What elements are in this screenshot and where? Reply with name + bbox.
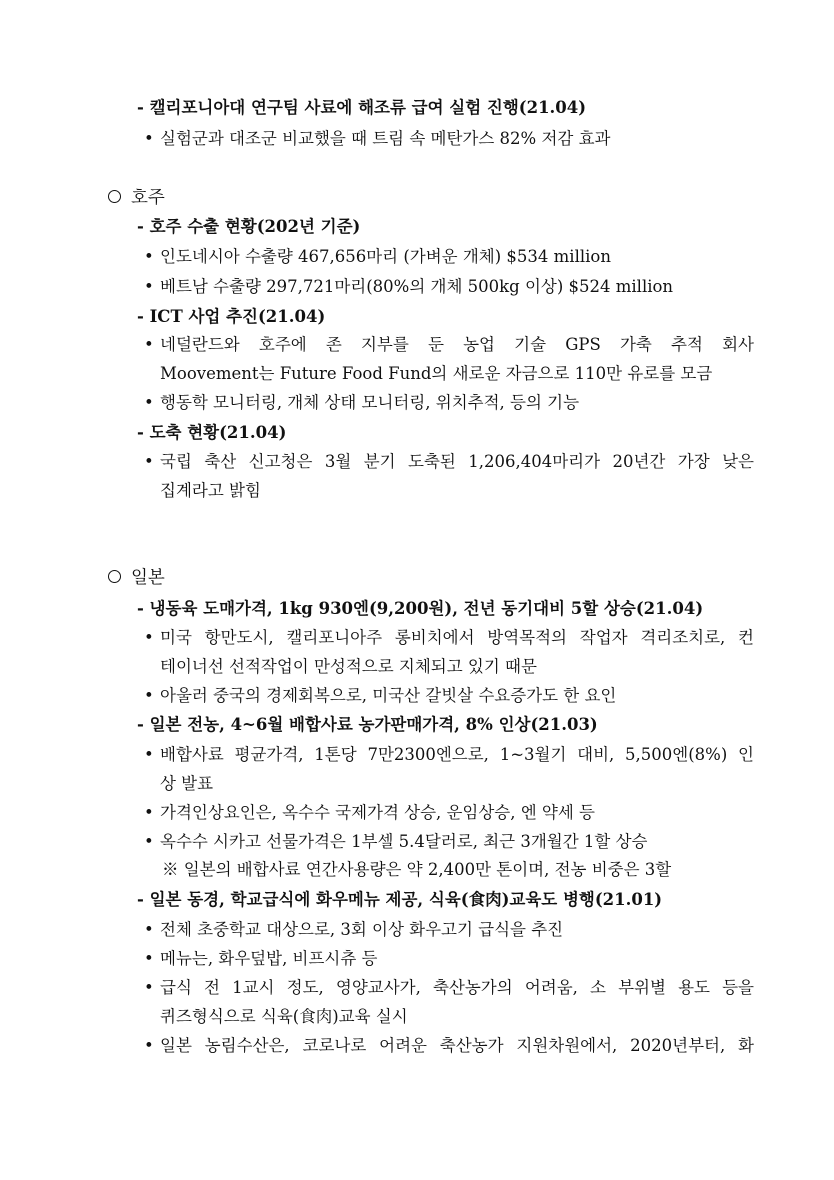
list-item-text: 퀴즈형식으로 식육(食肉)교육 실시 <box>160 1007 408 1026</box>
bullet-icon: • <box>144 832 154 851</box>
bullet-icon: • <box>144 277 154 296</box>
bullet-icon: • <box>144 978 154 997</box>
list-item-text: 급식 전 1교시 정도, 영양교사가, 축산농가의 어려움, 소 부위별 용도 등을 <box>160 978 754 997</box>
list-item <box>144 333 160 357</box>
list-item: • 옥수수 시카고 선물가격은 1부셀 5.4달러로, 최근 3개월간 1할 상승 <box>144 830 647 854</box>
bullet-icon: • <box>144 452 154 471</box>
list-item-text: 네덜란드와 호주에 존 지부를 둔 농업 기술 GPS 가축 추적 회사 <box>160 335 754 354</box>
list-item-text: 상 발표 <box>160 774 214 793</box>
list-item <box>144 626 160 650</box>
section-heading: - 호주 수출 현황(202년 기준) <box>137 217 361 236</box>
section-heading: - ICT 사업 추진(21.04) <box>137 307 326 326</box>
list-item-text: 배합사료 평균가격, 1톤당 7만2300엔으로, 1~3월기 대비, 5,500엔(8%) 인 <box>160 745 754 764</box>
circle-icon <box>108 190 121 203</box>
section-title-australia: 호주 <box>108 185 165 211</box>
circle-icon <box>108 570 121 583</box>
bullet-icon: • <box>144 335 154 354</box>
bullet-icon: • <box>144 686 154 705</box>
bullet-icon: • <box>144 803 154 822</box>
list-item <box>144 743 160 767</box>
list-item <box>144 1034 160 1058</box>
list-item-text: Moovement는 Future Food Fund의 새로운 자금으로 110만 유로를 모금 <box>160 364 713 383</box>
list-item-text: 집계라고 밝힘 <box>160 481 261 500</box>
section-heading: - 캘리포니아대 연구팀 사료에 해조류 급여 실험 진행(21.04) <box>137 98 587 117</box>
list-item-text: 국립 축산 신고청은 3월 분기 도축된 1,206,404마리가 20년간 가장 낮은 <box>160 452 754 471</box>
footnote: ※ 일본의 배합사료 연간사용량은 약 2,400만 톤이며, 전농 비중은 3할 <box>162 860 672 879</box>
list-item: • 메뉴는, 화우덮밥, 비프시츄 등 <box>144 947 378 971</box>
bullet-icon: • <box>144 628 154 647</box>
list-item: • 실험군과 대조군 비교했을 때 트림 속 메탄가스 82% 저감 효과 <box>144 127 610 151</box>
list-item-text: 미국 항만도시, 캘리포니아주 롱비치에서 방역목적의 작업자 격리조치로, 컨 <box>160 628 754 647</box>
bullet-icon: • <box>144 247 154 266</box>
list-item: • 가격인상요인은, 옥수수 국제가격 상승, 운임상승, 엔 약세 등 <box>144 801 595 825</box>
list-item: • 인도네시아 수출량 467,656마리 (가벼운 개체) $534 million <box>144 245 611 269</box>
bullet-icon: • <box>144 949 154 968</box>
list-item: • 행동학 모니터링, 개체 상태 모니터링, 위치추적, 등의 기능 <box>144 391 579 415</box>
list-item: • 전체 초중학교 대상으로, 3회 이상 화우고기 급식을 추진 <box>144 918 563 942</box>
bullet-icon: • <box>144 393 154 412</box>
list-item <box>144 976 160 1000</box>
section-heading: - 일본 동경, 학교급식에 화우메뉴 제공, 식육(食肉)교육도 병행(21.01) <box>137 890 663 909</box>
bullet-icon: • <box>144 129 154 148</box>
bullet-icon: • <box>144 920 154 939</box>
list-item-text: 일본 농림수산은, 코로나로 어려운 축산농가 지원차원에서, 2020년부터, 화 <box>160 1036 754 1055</box>
list-item <box>144 450 160 474</box>
list-item-text: 테이너선 선적작업이 만성적으로 지체되고 있기 때문 <box>160 657 537 676</box>
bullet-icon: • <box>144 1036 154 1055</box>
list-item: • 베트남 수출량 297,721마리(80%의 개체 500kg 이상) $524 million <box>144 275 673 299</box>
section-heading: - 냉동육 도매가격, 1kg 930엔(9,200원), 전년 동기대비 5할 상승(21.04) <box>137 599 704 618</box>
section-heading: - 일본 전농, 4~6월 배합사료 농가판매가격, 8% 인상(21.03) <box>137 715 598 734</box>
section-title-japan: 일본 <box>108 565 165 591</box>
section-heading: - 도축 현황(21.04) <box>137 423 287 442</box>
bullet-icon: • <box>144 745 154 764</box>
list-item: • 아울러 중국의 경제회복으로, 미국산 갈빗살 수요증가도 한 요인 <box>144 684 616 708</box>
